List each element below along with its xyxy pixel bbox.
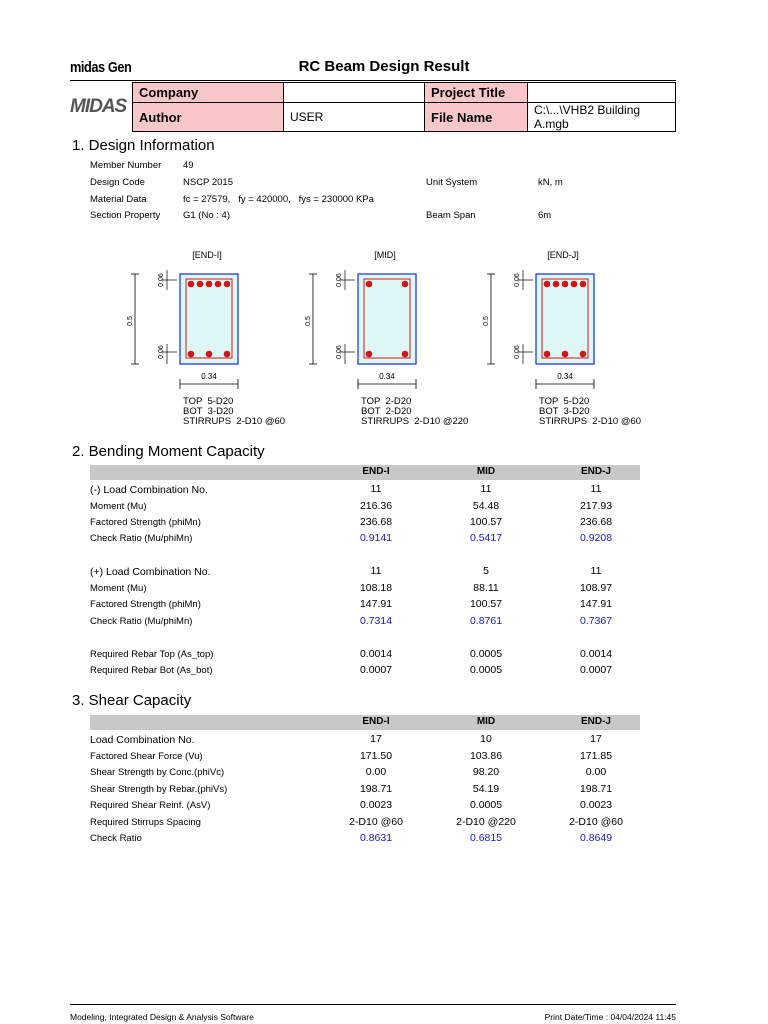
neg-factored-strength-value: 236.68 xyxy=(579,516,613,528)
shear-load-combination-value: 17 xyxy=(590,733,602,745)
cover-bot-value: 0.06 xyxy=(336,345,343,359)
section-svg xyxy=(481,266,611,416)
company-value xyxy=(284,83,425,103)
shear-check-ratio-label: Check Ratio xyxy=(90,833,142,844)
rebar-bar xyxy=(580,351,587,358)
shear-load-combination-label: Load Combination No. xyxy=(90,734,195,746)
rebar-bar xyxy=(402,351,409,358)
pos-factored-strength-row xyxy=(90,597,640,613)
neg-check-ratio-row xyxy=(90,531,640,547)
project-title-label: Project Title xyxy=(425,83,528,103)
height-value: 0.5 xyxy=(483,316,490,326)
neg-factored-strength-value: 100.57 xyxy=(469,516,503,528)
beam-span-label: Beam Span xyxy=(426,210,476,221)
required-shear-reinf-row xyxy=(90,798,640,814)
required-shear-reinf-value: 0.0005 xyxy=(469,799,503,811)
footer-left: Modeling, Integrated Design & Analysis Software xyxy=(70,1012,254,1022)
neg-load-combination-value: 11 xyxy=(370,483,382,495)
shear-column-header xyxy=(90,715,640,730)
shear-strength-rebar-label: Shear Strength by Rebar.(phiVs) xyxy=(90,784,228,795)
neg-check-ratio-value: 0.5417 xyxy=(469,532,503,544)
neg-factored-strength-label: Factored Strength (phiMn) xyxy=(90,517,201,528)
unit-system-value: kN, m xyxy=(538,177,563,188)
document-title: RC Beam Design Result xyxy=(298,58,470,75)
required-rebar-top-value: 0.0014 xyxy=(359,648,393,660)
rebar-bar xyxy=(580,281,587,288)
pos-moment-value: 88.11 xyxy=(473,582,499,594)
header-rule xyxy=(70,80,676,81)
required-rebar-top-value: 0.0005 xyxy=(469,648,503,660)
required-rebar-bot-value: 0.0007 xyxy=(359,664,393,676)
bending-heading: 2. Bending Moment Capacity xyxy=(72,443,265,460)
neg-factored-strength-row xyxy=(90,515,640,531)
rebar-top: TOP 5-D20 xyxy=(183,396,234,407)
pos-check-ratio-value: 0.7314 xyxy=(359,615,393,627)
pos-load-combination-label: (+) Load Combination No. xyxy=(90,566,211,578)
rebar-stirrups: STIRRUPS 2-D10 @220 xyxy=(361,416,469,427)
brand-text: midas Gen xyxy=(70,59,132,76)
neg-moment-label: Moment (Mu) xyxy=(90,501,147,512)
neg-check-ratio-label: Check Ratio (Mu/phiMn) xyxy=(90,533,193,544)
factored-shear-force-value: 171.50 xyxy=(359,750,393,762)
neg-moment-value: 216.36 xyxy=(359,500,393,512)
material-data-value: fc = 27579, fy = 420000, fys = 230000 KPa xyxy=(183,194,374,205)
section-property-label: Section Property xyxy=(90,210,161,221)
pos-load-combination-value: 5 xyxy=(483,565,489,577)
neg-load-combination-value: 11 xyxy=(590,483,602,495)
section-drawing xyxy=(127,246,310,436)
shear-strength-rebar-value: 198.71 xyxy=(359,783,393,795)
bending-col-end-i: END-I xyxy=(362,466,390,477)
rebar-description xyxy=(539,397,641,427)
file-name-value: C:\...\VHB2 Building A.mgb xyxy=(528,103,676,132)
shear-check-ratio-value: 0.6815 xyxy=(469,832,503,844)
shear-strength-conc-value: 0.00 xyxy=(585,766,607,778)
shear-col-end-j: END-J xyxy=(580,716,611,727)
footer-rule xyxy=(70,1004,676,1005)
pos-check-ratio-value: 0.7367 xyxy=(579,615,613,627)
neg-check-ratio-value: 0.9208 xyxy=(579,532,613,544)
required-rebar-bot-value: 0.0007 xyxy=(579,664,613,676)
neg-load-combination-row xyxy=(90,482,640,498)
neg-moment-value: 54.48 xyxy=(472,500,500,512)
shear-strength-conc-row xyxy=(90,765,640,781)
rebar-stirrups: STIRRUPS 2-D10 @60 xyxy=(183,416,286,427)
rebar-bar xyxy=(224,281,231,288)
shear-strength-conc-label: Shear Strength by Conc.(phiVc) xyxy=(90,767,225,778)
pos-moment-value: 108.97 xyxy=(579,582,613,594)
shear-strength-rebar-value: 54.19 xyxy=(472,783,500,795)
section-name: [MID] xyxy=(374,250,396,260)
rebar-bot: BOT 3-D20 xyxy=(183,406,234,417)
rebar-bot: BOT 2-D20 xyxy=(361,406,412,417)
rebar-bar xyxy=(544,281,551,288)
required-rebar-top-row xyxy=(90,647,640,663)
member-number-value: 49 xyxy=(183,160,194,171)
section-svg xyxy=(125,266,255,416)
factored-shear-force-row xyxy=(90,749,640,765)
shear-strength-conc-value: 98.20 xyxy=(472,766,500,778)
pos-moment-value: 108.18 xyxy=(359,582,393,594)
cover-top-value: 0.06 xyxy=(158,273,165,287)
cover-bot-value: 0.06 xyxy=(158,345,165,359)
pos-factored-strength-value: 100.57 xyxy=(469,598,503,610)
pos-factored-strength-label: Factored Strength (phiMn) xyxy=(90,599,201,610)
shear-load-combination-row xyxy=(90,732,640,748)
pos-load-combination-value: 11 xyxy=(590,565,602,577)
neg-moment-row xyxy=(90,499,640,515)
shear-heading: 3. Shear Capacity xyxy=(72,692,192,709)
rebar-bar xyxy=(215,281,222,288)
required-stirrups-spacing-value: 2-D10 @60 xyxy=(569,816,623,828)
beam-outline xyxy=(180,274,238,364)
unit-system-label: Unit System xyxy=(426,177,478,188)
height-value: 0.5 xyxy=(127,316,134,326)
section-drawing xyxy=(305,246,488,436)
neg-factored-strength-value: 236.68 xyxy=(359,516,393,528)
rebar-description xyxy=(183,397,285,427)
beam-outline xyxy=(536,274,594,364)
design-code-value: NSCP 2015 xyxy=(183,177,233,188)
section-svg xyxy=(303,266,433,416)
footer-right: Print Date/Time : 04/04/2024 11:45 xyxy=(544,1012,676,1022)
rebar-bar xyxy=(553,281,560,288)
bending-col-mid: MID xyxy=(476,466,496,477)
factored-shear-force-label: Factored Shear Force (Vu) xyxy=(90,751,203,762)
rebar-top: TOP 5-D20 xyxy=(539,396,590,407)
pos-check-ratio-label: Check Ratio (Mu/phiMn) xyxy=(90,616,193,627)
rebar-bot: BOT 3-D20 xyxy=(539,406,590,417)
shear-load-combination-value: 17 xyxy=(370,733,382,745)
neg-check-ratio-value: 0.9141 xyxy=(359,532,393,544)
shear-strength-rebar-row xyxy=(90,782,640,798)
rebar-bar xyxy=(562,281,569,288)
rebar-bar xyxy=(188,351,195,358)
height-value: 0.5 xyxy=(305,316,312,326)
pos-factored-strength-value: 147.91 xyxy=(579,598,613,610)
neg-load-combination-value: 11 xyxy=(480,483,492,495)
rebar-bar xyxy=(197,281,204,288)
rebar-bar xyxy=(188,281,195,288)
design-code-label: Design Code xyxy=(90,177,145,188)
required-rebar-top-value: 0.0014 xyxy=(579,648,613,660)
pos-factored-strength-value: 147.91 xyxy=(359,598,393,610)
shear-check-ratio-value: 0.8649 xyxy=(579,832,613,844)
required-stirrups-spacing-row xyxy=(90,815,640,831)
author-label: Author xyxy=(133,103,284,132)
rebar-bar xyxy=(366,281,373,288)
cover-bot-value: 0.06 xyxy=(514,345,521,359)
factored-shear-force-value: 103.86 xyxy=(469,750,503,762)
required-stirrups-spacing-label: Required Stirrups Spacing xyxy=(90,817,201,828)
neg-load-combination-label: (-) Load Combination No. xyxy=(90,484,208,496)
section-drawing xyxy=(483,246,666,436)
rebar-bar xyxy=(562,351,569,358)
pos-check-ratio-row xyxy=(90,614,640,630)
bending-column-header xyxy=(90,465,640,480)
shear-col-mid: MID xyxy=(476,716,496,727)
required-rebar-bot-value: 0.0005 xyxy=(469,664,503,676)
pos-load-combination-row xyxy=(90,564,640,580)
rebar-top: TOP 2-D20 xyxy=(361,396,412,407)
author-value: USER xyxy=(284,103,425,132)
pos-load-combination-value: 11 xyxy=(370,565,382,577)
file-name-label: File Name xyxy=(425,103,528,132)
bending-col-end-j: END-J xyxy=(580,466,611,477)
neg-moment-value: 217.93 xyxy=(579,500,613,512)
project-title-value xyxy=(528,83,676,103)
design-info-heading: 1. Design Information xyxy=(72,137,215,154)
required-rebar-bot-label: Required Rebar Bot (As_bot) xyxy=(90,665,213,676)
rebar-bar xyxy=(402,281,409,288)
midas-logo: MIDAS xyxy=(70,96,127,117)
beam-span-value: 6m xyxy=(538,210,552,221)
required-shear-reinf-value: 0.0023 xyxy=(579,799,613,811)
rebar-stirrups: STIRRUPS 2-D10 @60 xyxy=(539,416,642,427)
rebar-description xyxy=(361,397,468,427)
pos-moment-row xyxy=(90,581,640,597)
required-rebar-bot-row xyxy=(90,663,640,679)
company-label: Company xyxy=(133,83,284,103)
rebar-bar xyxy=(224,351,231,358)
rebar-bar xyxy=(366,351,373,358)
shear-check-ratio-row xyxy=(90,831,640,847)
member-number-label: Member Number xyxy=(90,160,162,171)
width-value: 0.34 xyxy=(201,372,217,381)
required-shear-reinf-label: Required Shear Reinf. (AsV) xyxy=(90,800,211,811)
cover-top-value: 0.06 xyxy=(514,273,521,287)
section-property-value: G1 (No : 4) xyxy=(183,210,230,221)
required-stirrups-spacing-value: 2-D10 @220 xyxy=(456,816,516,828)
required-stirrups-spacing-value: 2-D10 @60 xyxy=(349,816,403,828)
required-shear-reinf-value: 0.0023 xyxy=(359,799,393,811)
section-name: [END-I] xyxy=(192,250,222,260)
rebar-bar xyxy=(206,281,213,288)
header-table xyxy=(70,82,676,132)
required-rebar-top-label: Required Rebar Top (As_top) xyxy=(90,649,214,660)
beam-outline xyxy=(358,274,416,364)
rebar-bar xyxy=(544,351,551,358)
shear-col-end-i: END-I xyxy=(362,716,390,727)
width-value: 0.34 xyxy=(557,372,573,381)
shear-load-combination-value: 10 xyxy=(480,733,492,745)
pos-check-ratio-value: 0.8761 xyxy=(469,615,503,627)
shear-strength-conc-value: 0.00 xyxy=(365,766,387,778)
cover-top-value: 0.06 xyxy=(336,273,343,287)
width-value: 0.34 xyxy=(379,372,395,381)
shear-strength-rebar-value: 198.71 xyxy=(579,783,613,795)
pos-moment-label: Moment (Mu) xyxy=(90,583,147,594)
section-name: [END-J] xyxy=(547,250,579,260)
rebar-bar xyxy=(571,281,578,288)
factored-shear-force-value: 171.85 xyxy=(579,750,613,762)
rebar-bar xyxy=(206,351,213,358)
shear-check-ratio-value: 0.8631 xyxy=(359,832,393,844)
material-data-label: Material Data xyxy=(90,194,147,205)
